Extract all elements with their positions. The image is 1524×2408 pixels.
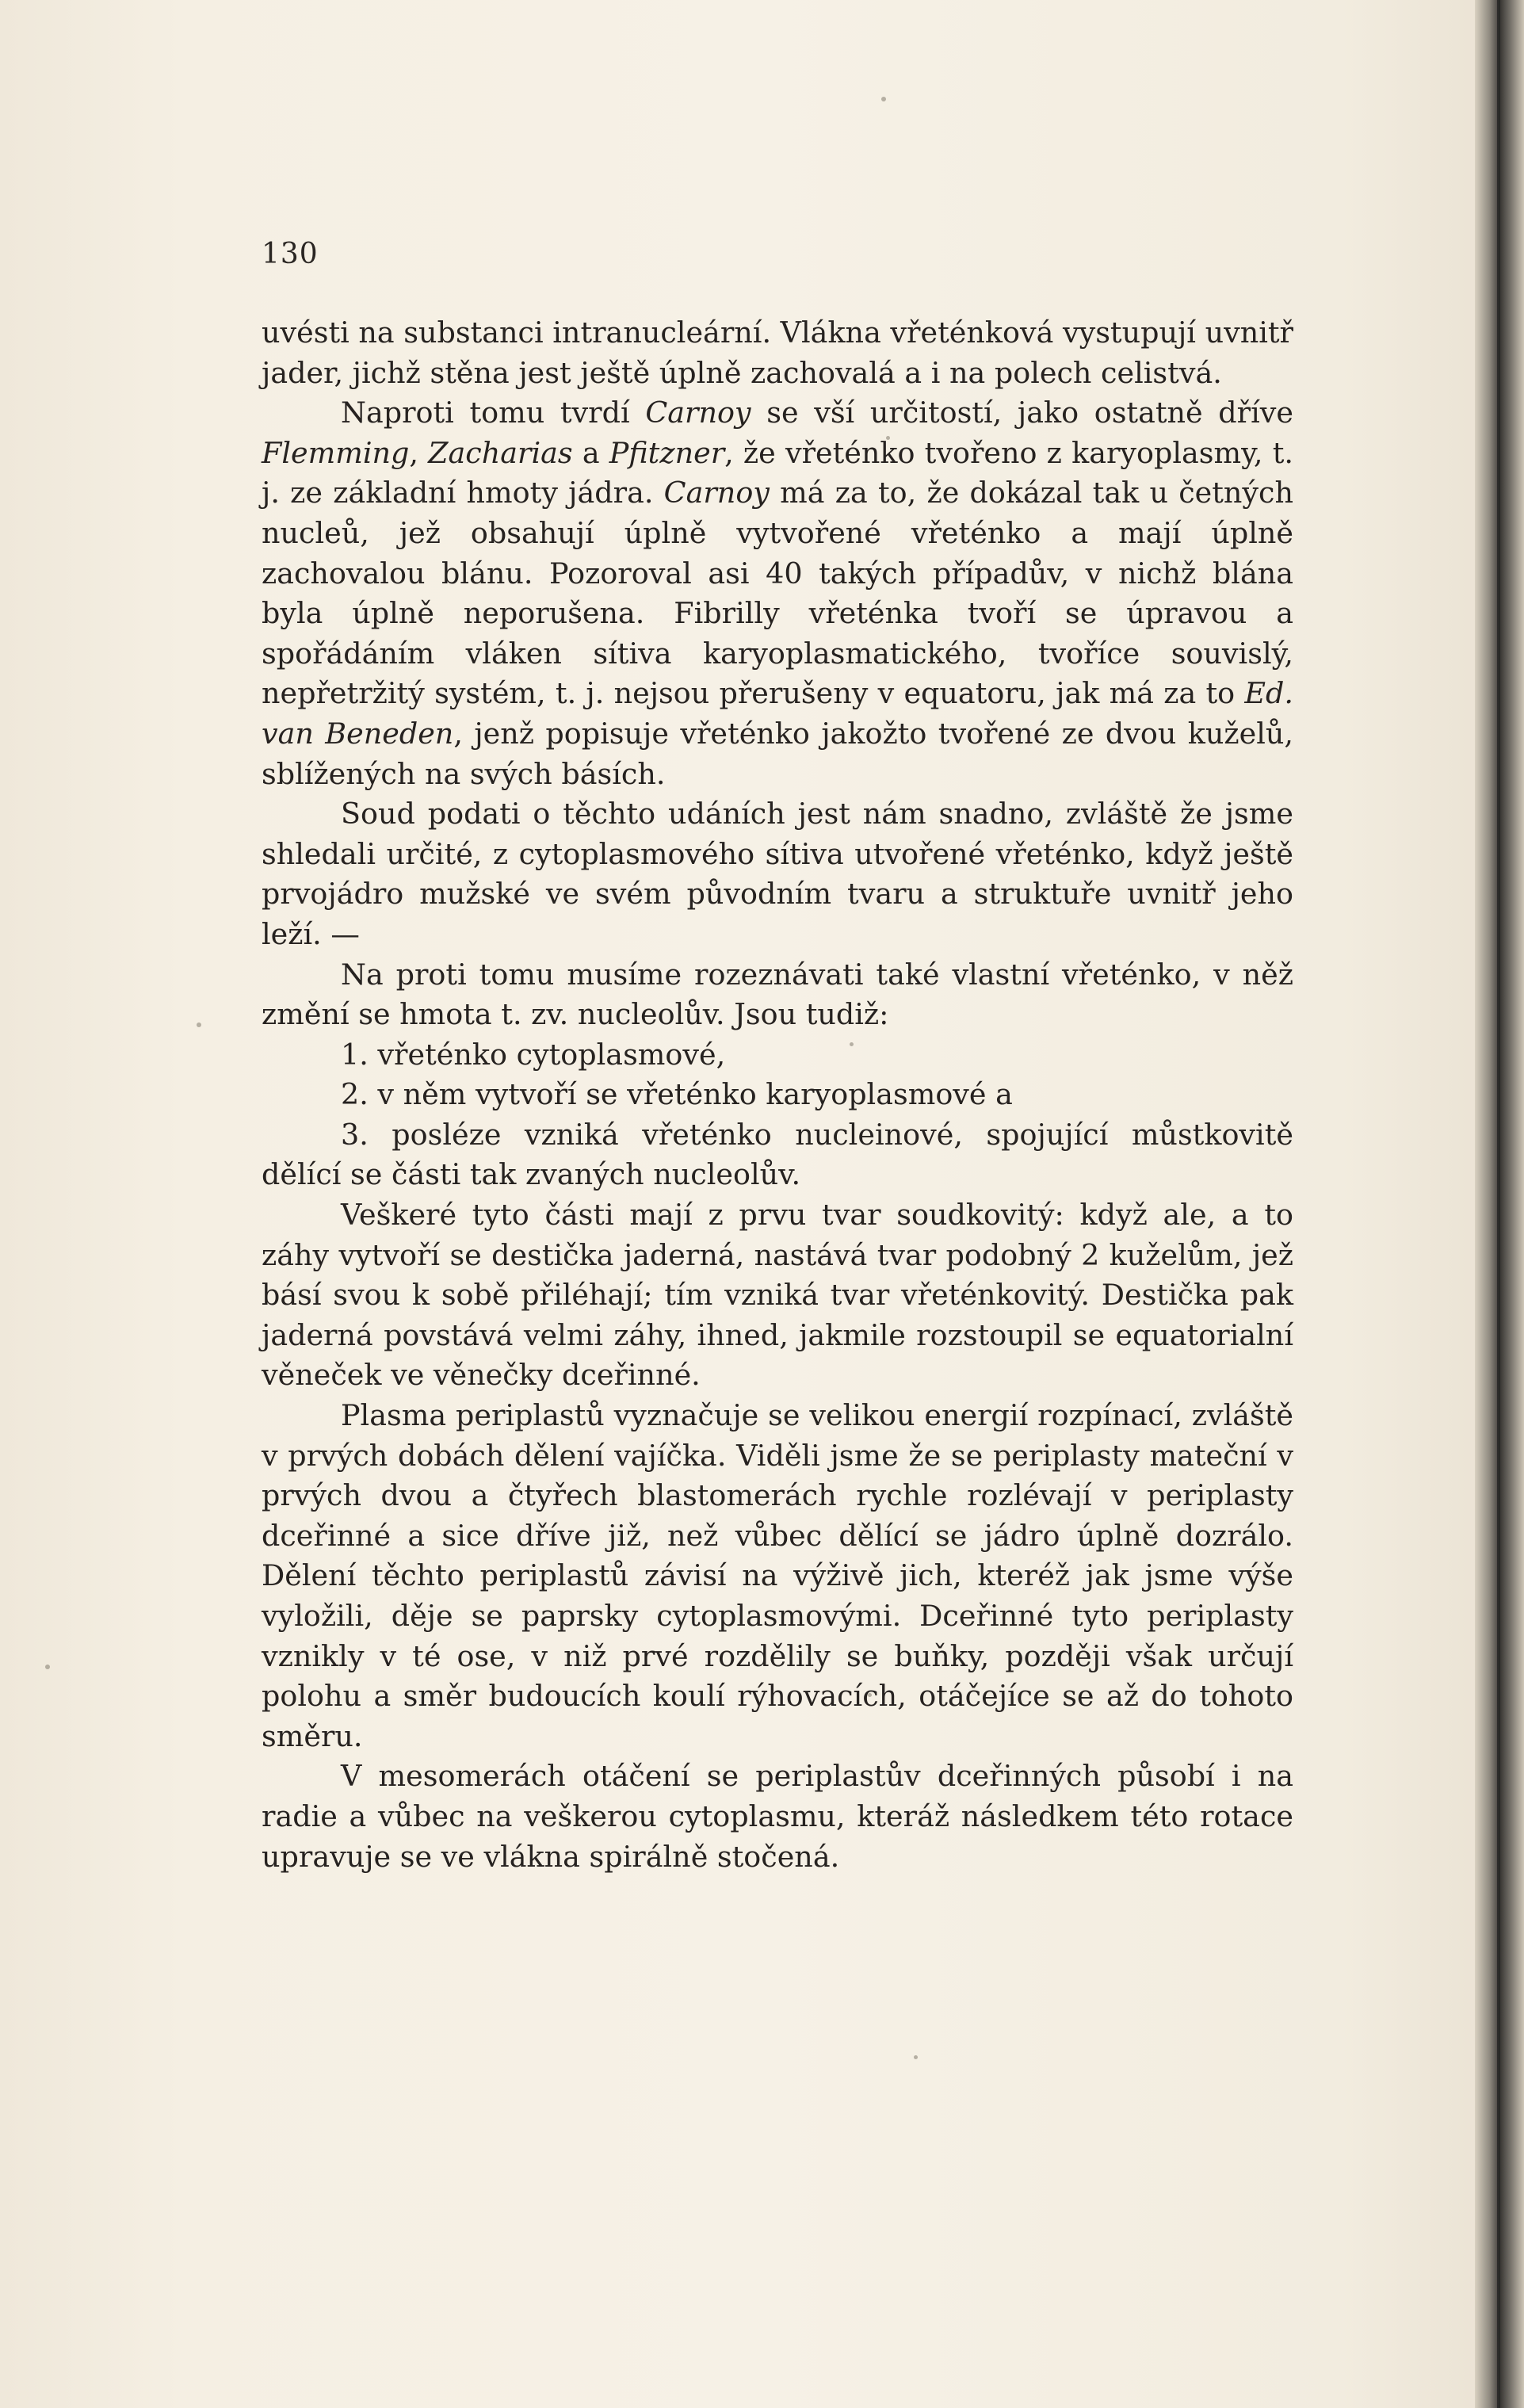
paper-speck xyxy=(881,97,886,101)
text-run: uvésti na substanci intranucleární. Vlákna vřeténková vystupují uvnitř jader, jichž stěna jest ještě úplně zachovalá a i na polech celistvá. xyxy=(262,315,1293,390)
text-run: a xyxy=(572,435,609,470)
text-run: 3. posléze vzniká vřeténko nucleinové, spojující můstkovitě dělící se části tak zvaných nucleolův. xyxy=(262,1117,1293,1192)
text-run: , xyxy=(409,435,429,470)
italic-name: Zacharias xyxy=(428,435,573,470)
paragraph xyxy=(262,1396,1293,1756)
list-item xyxy=(262,1035,1293,1076)
paper-speck xyxy=(914,2055,918,2059)
text-run: Soud podati o těchto udáních jest nám snadno, zvláště že jsme shledali určité, z cytoplasmového sítiva utvořené vřeténko, když ještě prvojádro mužské ve svém původním tvaru a struktuře uvnitř jeho leží. — xyxy=(262,797,1293,951)
text-run: Plasma periplastů vyznačuje se velikou energií rozpínací, zvláště v prvých dobách dělení vajíčka. Viděli jsme že se periplasty mateční v prvých dvou a čtyřech blastomerách rychle rozlévají v periplasty dceřinné a sice dříve již, než vůbec dělící se jádro úplně dozrálo. Dělení těchto periplastů závisí na výživě jich, kteréž jak jsme výše vyložili, děje se paprsky cytoplasmovými. Dceřinné tyto periplasty vznikly v té ose, v niž prvé rozdělily se buňky, později však určují polohu a směr budoucích koulí rýhovacích, otáčejíce se až do tohoto směru. xyxy=(262,1398,1293,1753)
text-run: Na proti tomu musíme rozeznávati také vlastní vřeténko, v něž změní se hmota t. zv. nucleolův. Jsou tudiž: xyxy=(262,957,1293,1032)
paper-speck xyxy=(197,1022,201,1027)
text-run: , že vřeténko tvořeno z karyoplasmy, t. j. ze základní hmoty jádra. xyxy=(262,435,1293,510)
italic-name: Carnoy xyxy=(645,396,751,430)
text-run: Naproti tomu tvrdí xyxy=(341,396,646,430)
italic-name: Pfitzner xyxy=(609,435,725,470)
paragraph xyxy=(262,1195,1293,1396)
paragraph xyxy=(262,1756,1293,1877)
italic-name: Flemming xyxy=(262,435,410,470)
list-item xyxy=(262,1115,1293,1195)
text-run: , jenž popisuje vřeténko jakožto tvořené ze dvou kuželů, sblížených na svých básích. xyxy=(262,716,1293,791)
page-number: 130 xyxy=(262,238,319,270)
paragraph xyxy=(262,313,1293,393)
text-run: má za to, že dokázal tak u četných nucleů, jež obsahují úplně vytvořené vřeténko a mají úplně zachovalou blánu. Pozoroval asi 40 takých případův, v nichž blána byla úplně neporušena. Fibrilly vřeténka tvoří se úpravou a spořádáním vláken sítiva karyoplasmatického, tvoříce souvislý, nepřetržitý systém, t. j. nejsou přerušeny v equatoru, jak má za to xyxy=(262,476,1293,711)
italic-name: Carnoy xyxy=(663,476,770,510)
text-run: Veškeré tyto části mají z prvu tvar soudkovitý: když ale, a to záhy vytvoří se destička jaderná, nastává tvar podobný 2 kuželům, jež básí svou k sobě přiléhají; tím vzniká tvar vřeténkovitý. Destička pak jaderná povstává velmi záhy, ihned, jakmile rozstoupil se equatorialní věneček ve věnečky dceřinné. xyxy=(262,1198,1293,1393)
list-item xyxy=(262,1075,1293,1115)
paragraph xyxy=(262,794,1293,954)
italic-name: Ed. van Beneden xyxy=(262,676,1293,751)
paragraph xyxy=(262,393,1293,794)
text-run: 2. v něm vytvoří se vřeténko karyoplasmové a xyxy=(341,1077,1013,1112)
text-run: 1. vřeténko cytoplasmové, xyxy=(341,1037,726,1072)
paper-speck xyxy=(45,1665,50,1669)
body-text xyxy=(262,313,1293,1877)
text-run: se vší určitostí, jako ostatně dříve xyxy=(751,396,1293,430)
paragraph xyxy=(262,955,1293,1035)
book-spine-edge xyxy=(1497,0,1500,2408)
text-run: V mesomerách otáčení se periplastův dceřinných působí i na radie a vůbec na veškerou cytoplasmu, kteráž následkem této rotace upravuje se ve vlákna spirálně stočená. xyxy=(262,1759,1293,1874)
